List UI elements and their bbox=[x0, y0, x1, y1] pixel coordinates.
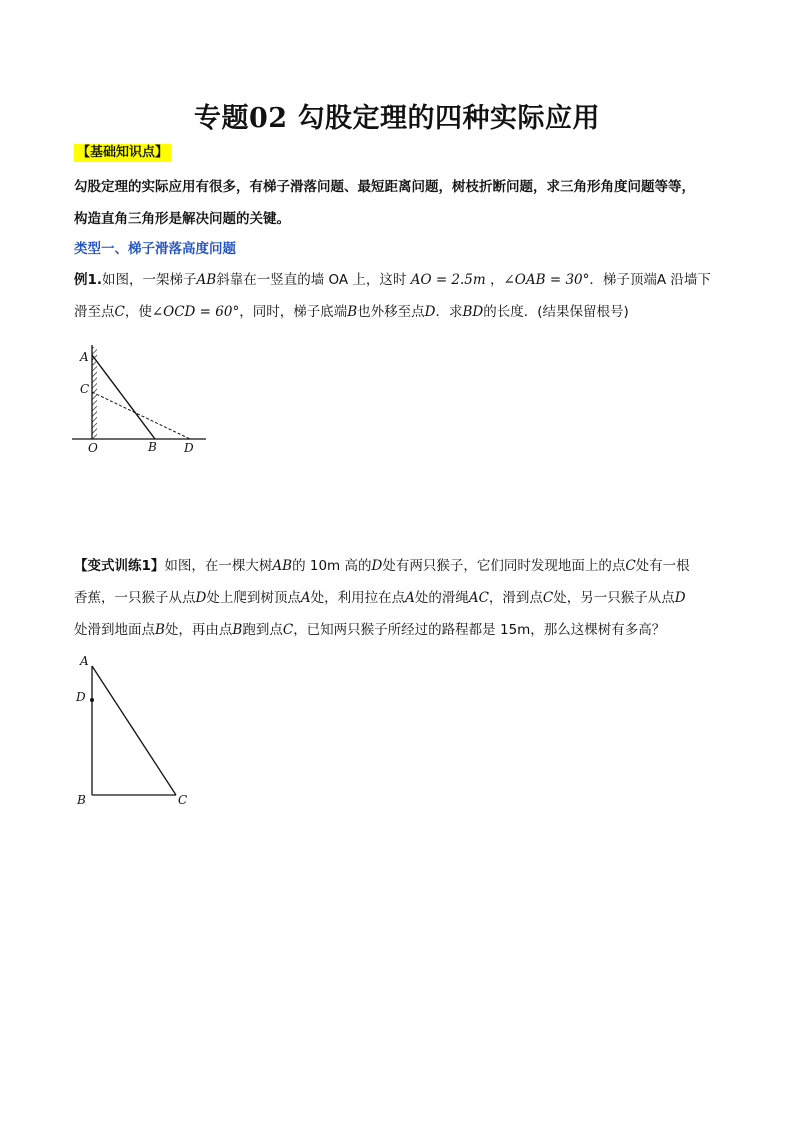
basics-tag: 【基础知识点】 bbox=[74, 144, 171, 162]
math-C: C bbox=[625, 558, 636, 574]
math-D: D bbox=[674, 590, 686, 606]
label-D: D bbox=[76, 690, 86, 704]
example1-line-1 bbox=[74, 265, 734, 295]
variant1-line-1 bbox=[74, 551, 734, 581]
page-title: 专题02 勾股定理的四种实际应用 bbox=[194, 103, 600, 134]
intro-line-2: 构造直角三角形是解决问题的关键。 bbox=[74, 211, 290, 227]
text: ．梯子顶端A 沿墙下 bbox=[589, 272, 711, 288]
label-C: C bbox=[178, 793, 188, 807]
text: 处，再由点 bbox=[164, 622, 233, 638]
text: 处有两只猴子，它们同时发现地面上的点 bbox=[382, 558, 626, 574]
variant1-line-3 bbox=[74, 615, 734, 645]
rope-AC bbox=[92, 666, 176, 795]
text: ，已知两只猴子所经过的路程都是 15m，那么这棵树有多高？ bbox=[293, 622, 666, 638]
example1-label: 例1. bbox=[74, 272, 103, 288]
math-A: A bbox=[405, 590, 415, 606]
label-B: B bbox=[77, 793, 86, 807]
text: ， bbox=[490, 272, 504, 288]
math-BD: BD bbox=[462, 304, 484, 320]
label-O: O bbox=[88, 441, 98, 455]
tree-figure bbox=[70, 650, 200, 810]
math-A: A bbox=[300, 590, 311, 606]
example1-line-2 bbox=[74, 297, 734, 327]
point-D bbox=[90, 698, 94, 702]
text: ．求 bbox=[435, 304, 463, 320]
variant1-label: 【变式训练1】 bbox=[74, 558, 165, 574]
math-AC: AC bbox=[468, 590, 489, 606]
math-C: C bbox=[114, 304, 125, 320]
intro-line-1: 勾股定理的实际应用有很多，有梯子滑落问题、最短距离问题，树枝折断问题，求三角形角度问题等等， bbox=[74, 179, 695, 195]
math-B: B bbox=[155, 622, 165, 638]
formula-AO: AO = 2.5m bbox=[410, 272, 486, 288]
text: ，同时，梯子底端 bbox=[239, 304, 348, 320]
label-C: C bbox=[80, 382, 90, 396]
math-D: D bbox=[195, 590, 207, 606]
text: ，滑到点 bbox=[488, 590, 543, 606]
text: 的 10m 高的 bbox=[292, 558, 372, 574]
formula-angle-OCD: ∠OCD = 60° bbox=[151, 304, 240, 320]
math-D: D bbox=[424, 304, 436, 320]
math-C: C bbox=[282, 622, 294, 638]
formula-angle-OAB: ∠OAB = 30° bbox=[503, 272, 590, 288]
ladder-figure bbox=[60, 335, 220, 465]
text: 的长度．(结果保留根号) bbox=[483, 304, 629, 320]
text: 如图，一架梯子 bbox=[102, 272, 197, 288]
variant1-line-2 bbox=[74, 583, 734, 613]
text: 处，利用拉在点 bbox=[310, 590, 406, 606]
label-A: A bbox=[80, 654, 89, 668]
text: 处的滑绳 bbox=[414, 590, 469, 606]
math-D: D bbox=[371, 558, 383, 574]
math-AB: AB bbox=[272, 558, 293, 574]
math-AB: AB bbox=[196, 272, 217, 288]
text: 也外移至点 bbox=[357, 304, 425, 320]
type1-heading: 类型一、梯子滑落高度问题 bbox=[74, 241, 236, 257]
text: 香蕉，一只猴子从点 bbox=[74, 590, 196, 606]
math-B: B bbox=[347, 304, 358, 320]
label-A: A bbox=[80, 350, 89, 364]
text: 滑至点 bbox=[74, 304, 115, 320]
text: 处，另一只猴子从点 bbox=[553, 590, 675, 606]
text: 跑到点 bbox=[242, 622, 283, 638]
text: 如图，在一棵大树 bbox=[164, 558, 273, 574]
math-C: C bbox=[542, 590, 554, 606]
math-B: B bbox=[232, 622, 243, 638]
text: ，使 bbox=[124, 304, 152, 320]
text: 处上爬到树顶点 bbox=[206, 590, 301, 606]
ladder-CD-dashed bbox=[92, 392, 190, 439]
label-B: B bbox=[148, 440, 157, 454]
text: 处滑到地面点 bbox=[74, 622, 155, 638]
label-D: D bbox=[184, 441, 194, 455]
text: 处有一根 bbox=[635, 558, 690, 574]
text: 斜靠在一竖直的墙 OA 上，这时 bbox=[216, 272, 407, 288]
